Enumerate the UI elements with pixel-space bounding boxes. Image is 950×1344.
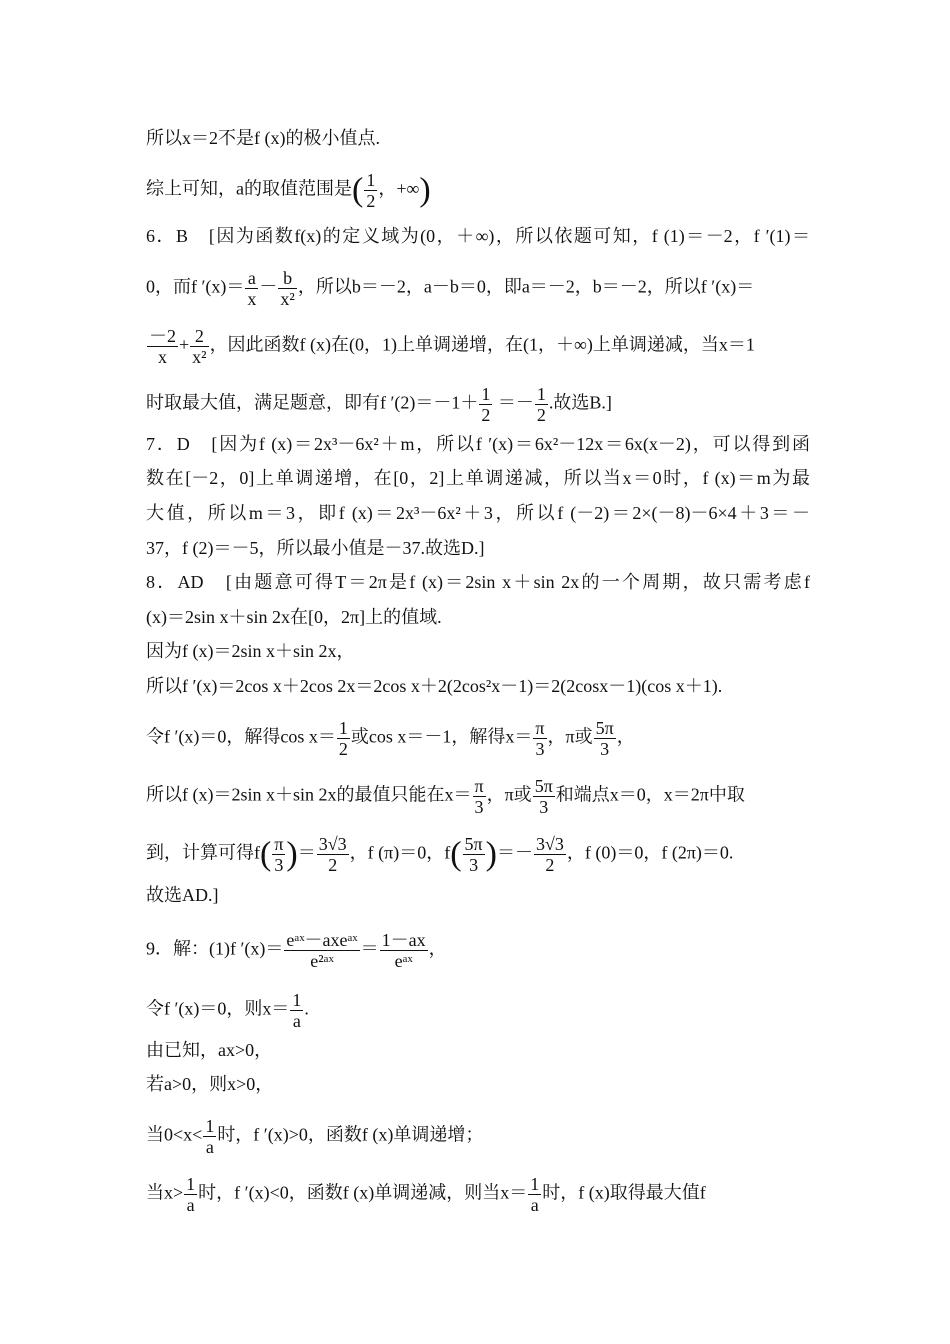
fraction: $\frac{1}{a}$ [530, 1174, 540, 1215]
text-line: 所以x＝2不是f (x)的极小值点. [146, 128, 380, 148]
text-line: 时取最大值，满足题意，即有f ′(2)＝－1＋ $\frac{1}{2}$ ＝－ $\frac{1}{2}$ .故选B.] [146, 384, 612, 425]
fraction: $\frac{3√3}{2}$ [318, 834, 347, 875]
text-line: 若a>0，则x>0， [146, 1074, 274, 1094]
fraction: $\frac{1}{a}$ [292, 990, 302, 1031]
text-line: 令f ′(x)＝0，解得cos x＝ $\frac{1}{2}$ 或cos x＝－1，解得x＝ $\frac{\pi}{3}$ ，π或 $\frac{5\pi}{3}$ ， [146, 718, 635, 759]
text-line: 7．D [因为f (x)＝2x³－6x²＋m，所以f ′(x)＝6x²－12x＝6x(x－2)，可以得到函 [146, 434, 810, 454]
fraction: $\frac{\pi}{3}$ [535, 718, 545, 759]
fraction: $\frac{1}{a}$ [186, 1174, 196, 1215]
text-line: 所以f ′(x)＝2cos x＋2cos 2x＝2cos x＋2(2cos²x－1)＝2(2cosx－1)(cos x＋1). [146, 676, 723, 696]
text-line: 当0<x< $\frac{1}{a}$ 时，f ′(x)>0，函数f (x)单调递增； [146, 1116, 484, 1157]
text-line: 9．解：(1)f ′(x)＝ $\frac{\text{eᵃˣ－axeᵃˣ}}{\text{e²ᵃˣ}}$ ＝ $\frac{1-ax}{\text{eᵃˣ}}$ ， [146, 930, 447, 971]
text-line: 8．AD [由题意可得T＝2π是f (x)＝2sin x＋sin 2x的一个周期，故只需考虑f [146, 572, 810, 592]
fraction: $\frac{\pi}{3}$ [474, 776, 484, 817]
text-line: 所以f (x)＝2sin x＋sin 2x的最值只能在x＝ $\frac{\pi}{3}$ ，π或 $\frac{5\pi}{3}$ 和端点x＝0，x＝2π中取 [146, 776, 745, 817]
text-line: $\frac{-2}{x}$ + $\frac{2}{\text{x²}}$ ，因此函数f (x)在(0，1)上单调递增，在(1，＋∞)上单调递减，当x＝1 [149, 326, 755, 367]
text-line: 由已知，ax>0， [146, 1040, 273, 1060]
fraction: $\frac{1}{2}$ [366, 170, 376, 211]
text-line: 综上可知，a的取值范围是( $\frac{1}{2}$ ，+∞) [146, 170, 431, 211]
fraction: $\frac{a}{x}$ [247, 268, 257, 309]
text-line: 当x> $\frac{1}{a}$ 时，f ′(x)<0，函数f (x)单调递减，则当x＝ $\frac{1}{a}$ 时，f (x)取得最大值f [146, 1174, 706, 1215]
text-line: 0，而f ′(x)＝ $\frac{a}{x}$ － $\frac{b}{\text{x²}}$ ，所以b＝－2，a－b＝0，即a＝－2，b＝－2，所以f ′(x)＝ [146, 268, 755, 309]
text-line: (x)＝2sin x＋sin 2x在[0，2π]上的值域. [146, 607, 442, 627]
fraction: $\frac{3√3}{2}$ [535, 834, 564, 875]
text-line: 37，f (2)＝－5，所以最小值是－37.故选D.] [146, 538, 485, 558]
text-line: 因为f (x)＝2sin x＋sin 2x， [146, 641, 355, 661]
text-line: 6．B [因为函数f(x)的定义域为(0，＋∞)，所以依题可知，f (1)＝－2，f ′(1)＝ [146, 226, 810, 246]
text-line: 大值，所以m＝3，即f (x)＝2x³－6x²＋3，所以f (－2)＝2×(－8)－6×4＋3＝－ [146, 503, 810, 523]
fraction: $\frac{2}{\text{x²}}$ [192, 326, 207, 367]
fraction: $\frac{5\pi}{3}$ [534, 776, 553, 817]
fraction: $\frac{-2}{x}$ [149, 326, 176, 367]
text-line: 令f ′(x)＝0，则x＝ $\frac{1}{a}$ . [146, 990, 309, 1031]
text-line: 故选AD.] [146, 885, 219, 905]
text-line: 数在[－2，0]上单调递增，在[0，2]上单调递减，所以当x＝0时，f (x)＝m为最 [146, 468, 810, 488]
text-line: 到，计算可得f( $\frac{\pi}{3}$ )＝ $\frac{3√3}{2}$ ，f (π)＝0，f( $\frac{5\pi}{3}$ )＝－ $\frac{3√3}{2}$ ，f (0)＝0，f (2π)＝0. [146, 834, 734, 875]
fraction: $\frac{b}{\text{x²}}$ [280, 268, 295, 309]
fraction: $\frac{1}{a}$ [205, 1116, 215, 1157]
fraction: $\frac{\text{eᵃˣ－axeᵃˣ}}{\text{e²ᵃˣ}}$ [286, 930, 358, 971]
fraction: $\frac{1}{2}$ [481, 384, 491, 425]
fraction: $\frac{5\pi}{3}$ [595, 718, 614, 759]
fraction: $\frac{1-ax}{\text{eᵃˣ}}$ [381, 930, 426, 971]
fraction: $\frac{\pi}{3}$ [274, 834, 284, 875]
fraction: $\frac{5\pi}{3}$ [464, 834, 483, 875]
fraction: $\frac{1}{2}$ [338, 718, 348, 759]
fraction: $\frac{1}{2}$ [536, 384, 546, 425]
